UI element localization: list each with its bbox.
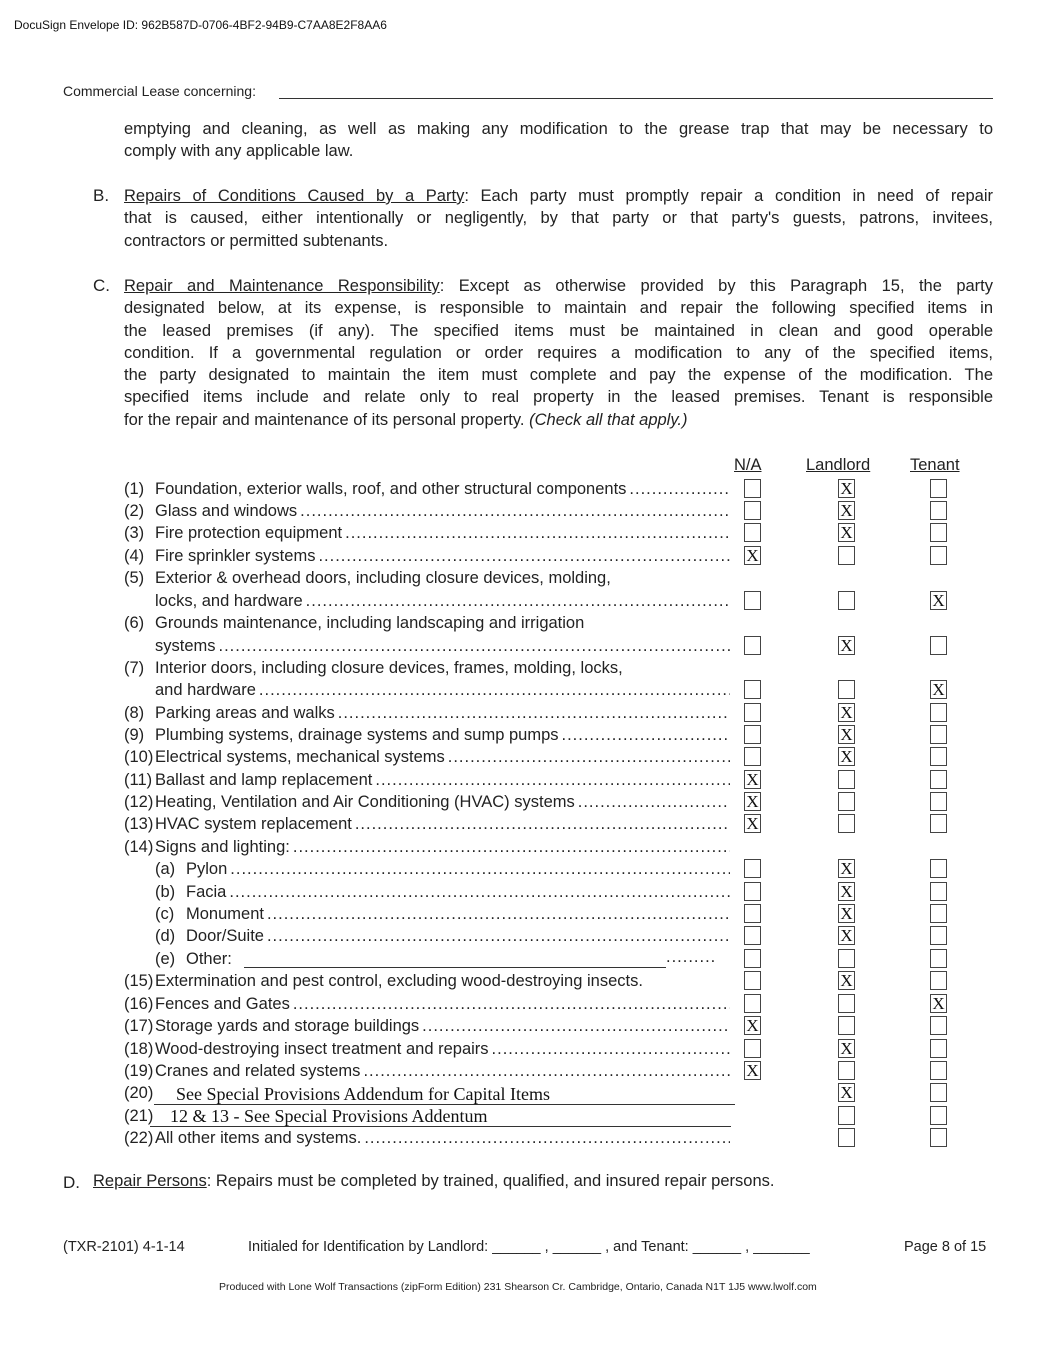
checkbox-na-row-20[interactable] — [744, 994, 761, 1013]
checkbox-tenant-row-21[interactable] — [930, 1016, 947, 1035]
section-c-letter: C. — [93, 276, 110, 295]
item-21-fill-text: 12 & 13 - See Special Provisions Addentum — [170, 1106, 488, 1126]
checkbox-tenant-row-24[interactable] — [930, 1083, 947, 1102]
list-item-fill: (20) — [124, 1084, 154, 1102]
checkbox-landlord-row-3[interactable]: X — [838, 523, 855, 542]
checkbox-tenant-row-6[interactable] — [930, 636, 947, 655]
checkbox-na-row-11[interactable]: X — [744, 770, 761, 789]
checkbox-na-row-23[interactable]: X — [744, 1061, 761, 1080]
list-subitem: (c) Monument ..... — [124, 903, 730, 925]
checkbox-landlord-row-9[interactable]: X — [838, 725, 855, 744]
list-item: (8) Parking areas and walks ..... — [124, 702, 730, 724]
list-item-fill: (21) — [124, 1107, 154, 1125]
page-number: Page 8 of 15 — [904, 1239, 987, 1255]
checkbox-tenant-row-22[interactable] — [930, 1039, 947, 1058]
checkbox-na-row-15[interactable] — [744, 882, 761, 901]
checkbox-tenant-row-11[interactable] — [930, 770, 947, 789]
checkbox-landlord-row-12[interactable] — [838, 792, 855, 811]
checkbox-tenant-row-17[interactable] — [930, 926, 947, 945]
column-header-tenant: Tenant — [910, 456, 960, 474]
section-c-paragraph: Repair and Maintenance Responsibility: Except as otherwise provided by this Paragraph 15, the party designated below, at its expense, is responsible to maintain and repair the following specified items in the leased premises (if any). The specified items must be maintained in clean and good operable condition. If a governmental regulation or order requires a modification to any of the specified items, the party designated to maintain the item must complete and pay the expense of the modification. The specified items include and relate only to real property in the leased premises. Tenant is responsible for the repair and maintenance of its personal property. (Check all that apply.) — [124, 277, 993, 429]
list-item: (5) Exterior & overhead doors, including closure devices, molding, — [124, 569, 611, 587]
checkbox-na-row-18[interactable] — [744, 949, 761, 968]
section-b-paragraph: Repairs of Conditions Caused by a Party: Each party must promptly repair a condition in need of repair that is caused, either intentionally or negligently, by that party or that party's guests, patrons, invitees, contractors or permitted subtenants. — [124, 187, 994, 250]
list-item: (9) Plumbing systems, drainage systems and sump pumps ..... — [124, 724, 730, 746]
checkbox-tenant-row-16[interactable] — [930, 904, 947, 923]
checkbox-tenant-row-14[interactable] — [930, 859, 947, 878]
list-item-continued: and hardware ..... — [124, 679, 730, 701]
section-d-paragraph: Repair Persons: Repairs must be completed by trained, qualified, and insured repair persons. — [93, 1172, 775, 1190]
form-id: (TXR-2101) 4-1-14 — [63, 1239, 185, 1255]
section-c-heading: Repair and Maintenance Responsibility — [124, 277, 440, 295]
list-item: (18) Wood-destroying insect treatment and repairs ..... — [124, 1038, 730, 1060]
checkbox-landlord-row-16[interactable]: X — [838, 904, 855, 923]
checkbox-landlord-row-13[interactable] — [838, 814, 855, 833]
list-item: (14) Signs and lighting: ..... — [124, 836, 730, 858]
other-fill-line[interactable] — [244, 967, 666, 968]
checkbox-na-row-17[interactable] — [744, 926, 761, 945]
checkbox-landlord-row-15[interactable]: X — [838, 882, 855, 901]
list-item-continued: systems ..... — [124, 635, 730, 657]
checkbox-tenant-row-5[interactable]: X — [930, 591, 947, 610]
initials-line: Initialed for Identification by Landlord: ______ , ______ , and Tenant: ______ , _______ — [248, 1239, 810, 1255]
checkbox-na-row-2[interactable] — [744, 501, 761, 520]
checkbox-na-row-7[interactable] — [744, 680, 761, 699]
checkbox-na-row-21[interactable]: X — [744, 1016, 761, 1035]
checkbox-na-row-12[interactable]: X — [744, 792, 761, 811]
checkbox-tenant-row-15[interactable] — [930, 882, 947, 901]
section-b-heading: Repairs of Conditions Caused by a Party — [124, 187, 465, 205]
list-item: (1) Foundation, exterior walls, roof, and other structural components ..... — [124, 478, 730, 500]
list-subitem: (e) Other: — [155, 950, 232, 968]
checkbox-na-row-14[interactable] — [744, 859, 761, 878]
list-subitem: (d) Door/Suite ..... — [124, 925, 730, 947]
checkbox-landlord-row-25[interactable] — [838, 1106, 855, 1125]
checkbox-tenant-row-9[interactable] — [930, 725, 947, 744]
checkbox-tenant-row-18[interactable] — [930, 949, 947, 968]
checkbox-tenant-row-26[interactable] — [930, 1128, 947, 1147]
list-item: (12) Heating, Ventilation and Air Conditioning (HVAC) systems ..... — [124, 791, 730, 813]
checkbox-landlord-row-1[interactable]: X — [838, 479, 855, 498]
checkbox-tenant-row-3[interactable] — [930, 523, 947, 542]
checkbox-na-row-22[interactable] — [744, 1039, 761, 1058]
checkbox-na-row-9[interactable] — [744, 725, 761, 744]
checkbox-landlord-row-10[interactable]: X — [838, 747, 855, 766]
checkbox-tenant-row-20[interactable]: X — [930, 994, 947, 1013]
list-item: (22) All other items and systems. ..... — [124, 1127, 730, 1149]
checkbox-landlord-row-21[interactable] — [838, 1016, 855, 1035]
checkbox-na-row-3[interactable] — [744, 523, 761, 542]
list-item: (11) Ballast and lamp replacement ..... — [124, 769, 730, 791]
item-20-fill-text: See Special Provisions Addendum for Capital Items — [176, 1084, 550, 1104]
checkbox-landlord-row-4[interactable] — [838, 546, 855, 565]
checkbox-landlord-row-8[interactable]: X — [838, 703, 855, 722]
checkbox-tenant-row-12[interactable] — [930, 792, 947, 811]
checkbox-landlord-row-22[interactable]: X — [838, 1039, 855, 1058]
other-dots: ......... — [666, 948, 717, 966]
checkbox-landlord-row-19[interactable]: X — [838, 971, 855, 990]
checkbox-tenant-row-2[interactable] — [930, 501, 947, 520]
checkbox-tenant-row-10[interactable] — [930, 747, 947, 766]
column-header-na: N/A — [734, 456, 762, 474]
checkbox-landlord-row-26[interactable] — [838, 1128, 855, 1147]
section-b-letter: B. — [93, 186, 110, 205]
header-label: Commercial Lease concerning: — [63, 83, 256, 99]
list-item: (13) HVAC system replacement ..... — [124, 813, 730, 835]
checkbox-landlord-row-24[interactable]: X — [838, 1083, 855, 1102]
checkbox-landlord-row-6[interactable]: X — [838, 636, 855, 655]
checkbox-tenant-row-8[interactable] — [930, 703, 947, 722]
list-item: (2) Glass and windows ..... — [124, 500, 730, 522]
section-d-letter: D. — [63, 1173, 80, 1192]
checkbox-na-row-13[interactable]: X — [744, 814, 761, 833]
checkbox-landlord-row-23[interactable] — [838, 1061, 855, 1080]
produced-with: Produced with Lone Wolf Transactions (zipForm Edition) 231 Shearson Cr. Cambridge, Ontario, Canada N1T 1J5 www.lwolf.com — [219, 1281, 817, 1293]
checkbox-landlord-row-5[interactable] — [838, 591, 855, 610]
checkbox-landlord-row-11[interactable] — [838, 770, 855, 789]
list-item: (15) Extermination and pest control, excluding wood-destroying insects. — [124, 972, 643, 990]
checkbox-landlord-row-7[interactable] — [838, 680, 855, 699]
checkbox-na-row-16[interactable] — [744, 904, 761, 923]
list-item: (16) Fences and Gates ..... — [124, 993, 730, 1015]
header-property-line — [279, 98, 993, 99]
checkbox-na-row-6[interactable] — [744, 636, 761, 655]
checkbox-tenant-row-13[interactable] — [930, 814, 947, 833]
checkbox-na-row-10[interactable] — [744, 747, 761, 766]
list-item: (4) Fire sprinkler systems ..... — [124, 545, 730, 567]
checkbox-tenant-row-7[interactable]: X — [930, 680, 947, 699]
list-subitem: (b) Facia ..... — [124, 881, 730, 903]
list-item: (17) Storage yards and storage buildings ..... — [124, 1015, 730, 1037]
checkbox-na-row-4[interactable]: X — [744, 546, 761, 565]
column-header-landlord: Landlord — [806, 456, 871, 474]
checkbox-landlord-row-2[interactable]: X — [838, 501, 855, 520]
section-d-heading: Repair Persons — [93, 1172, 207, 1190]
intro-paragraph: emptying and cleaning, as well as making any modification to the grease trap that may be necessary to comply with any applicable law. — [124, 120, 993, 161]
checkbox-na-row-5[interactable] — [744, 591, 761, 610]
checkbox-tenant-row-1[interactable] — [930, 479, 947, 498]
list-subitem: (a) Pylon ..... — [124, 858, 730, 880]
checkbox-landlord-row-14[interactable]: X — [838, 859, 855, 878]
list-item-continued: locks, and hardware ..... — [124, 590, 730, 612]
checkbox-na-row-8[interactable] — [744, 703, 761, 722]
list-item: (7) Interior doors, including closure devices, frames, molding, locks, — [124, 659, 623, 677]
checkbox-tenant-row-23[interactable] — [930, 1061, 947, 1080]
checkbox-landlord-row-20[interactable] — [838, 994, 855, 1013]
list-item: (10) Electrical systems, mechanical systems ..... — [124, 746, 730, 768]
list-item: (3) Fire protection equipment ..... — [124, 522, 730, 544]
checkbox-na-row-19[interactable] — [744, 971, 761, 990]
checkbox-landlord-row-18[interactable] — [838, 949, 855, 968]
checkbox-landlord-row-17[interactable]: X — [838, 926, 855, 945]
list-item: (19) Cranes and related systems ..... — [124, 1060, 730, 1082]
envelope-id: DocuSign Envelope ID: 962B587D-0706-4BF2-94B9-C7AA8E2F8AA6 — [14, 18, 387, 32]
checkbox-tenant-row-19[interactable] — [930, 971, 947, 990]
checkbox-na-row-1[interactable] — [744, 479, 761, 498]
checkbox-tenant-row-4[interactable] — [930, 546, 947, 565]
checkbox-tenant-row-25[interactable] — [930, 1106, 947, 1125]
list-item: (6) Grounds maintenance, including landscaping and irrigation — [124, 614, 585, 632]
